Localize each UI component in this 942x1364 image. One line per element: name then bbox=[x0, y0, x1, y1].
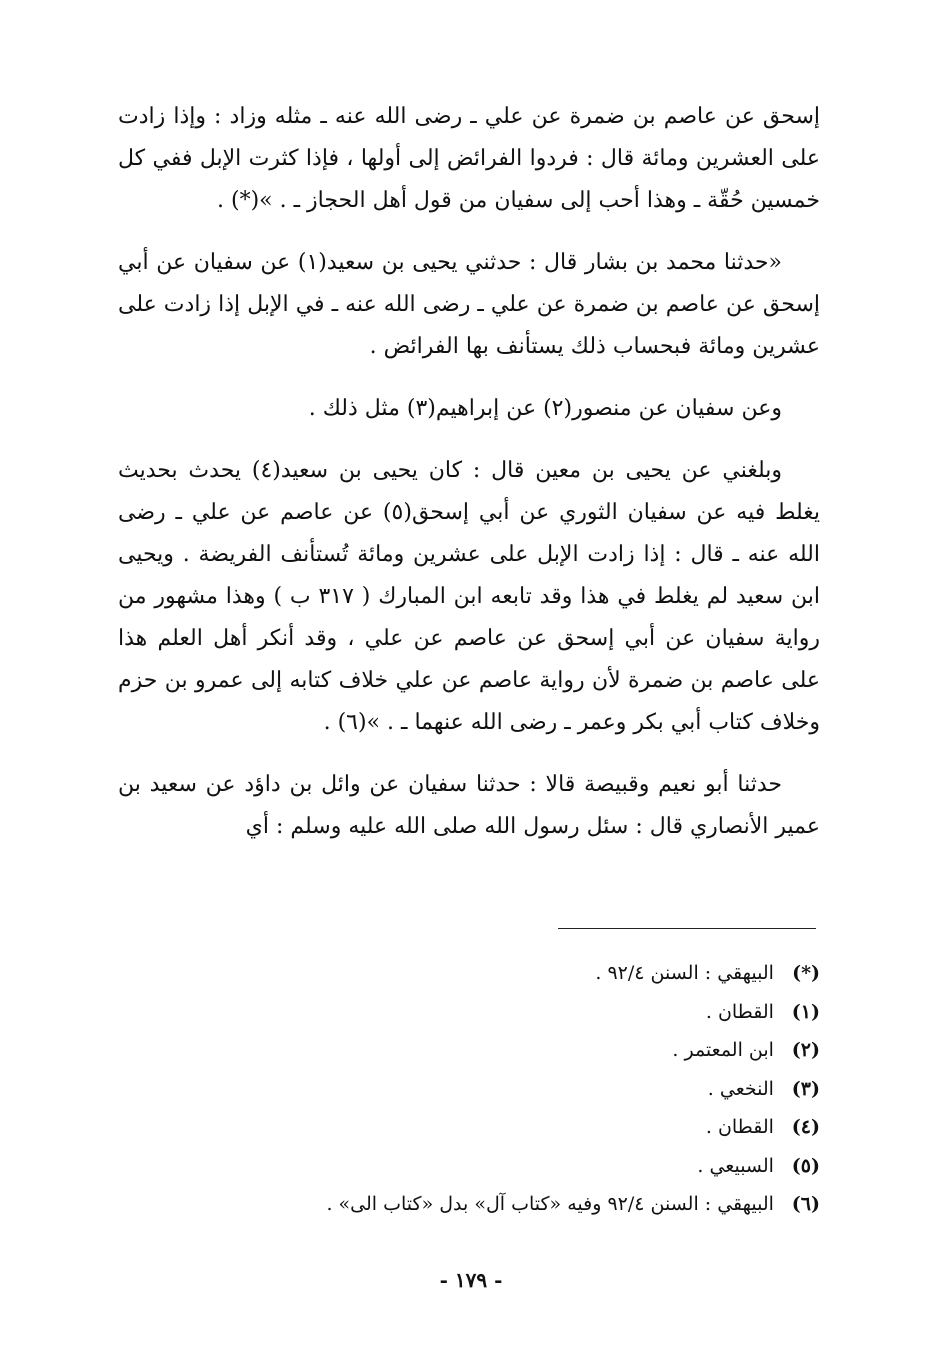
paragraph-4: وبلغني عن يحيى بن معين قال : كان يحيى بن سعيد(٤) يحدث بحديث يغلط فيه عن سفيان الثوري عن أبي إسحق(٥) عن عاصم عن علي ـ رضى الله عنه ـ قال : إذا زادت الإبل على عشرين ومائة تُستأنف الفريضة . ويحيى ابن سعيد لم يغلط في هذا وقد تابعه ابن المبارك ( ٣١٧ ب ) وهذا مشهور من رواية سفيان عن أبي إسحق عن عاصم عن علي ، وقد أنكر أهل العلم هذا على عاصم بن ضمرة لأن رواية عاصم عن علي خلاف كتابه إلى عمرو بن حزم وخلاف كتاب أبي بكر وعمر ـ رضى الله عنهما ـ . »(٦) . bbox=[118, 458, 821, 735]
footnote-item bbox=[118, 1108, 820, 1147]
footnote-text: السبيعي . bbox=[697, 1154, 774, 1177]
footnote-text: ابن المعتمر . bbox=[672, 1039, 774, 1061]
paragraph-5: حدثنا أبو نعيم وقبيصة قالا : حدثنا سفيان عن وائل بن داؤد عن سعيد بن عمير الأنصاري قال : سئل رسول الله صلى الله عليه وسلم : أي bbox=[118, 772, 820, 839]
paragraph-1: إسحق عن عاصم بن ضمرة عن علي ـ رضى الله عنه ـ مثله وزاد : وإذا زادت على العشرين ومائة قال : فردوا الفرائض إلى أولها ، فإذا كثرت الإبل ففي كل خمسين حُقّة ـ وهذا أحب إلى سفيان من قول أهل الحجاز ـ . »(*) . bbox=[118, 104, 820, 213]
footnote-item bbox=[118, 1147, 820, 1186]
main-text bbox=[118, 96, 820, 848]
footnote-text: القطان . bbox=[705, 1116, 774, 1138]
footnote-marker: (٤) bbox=[791, 1116, 820, 1138]
footnote-text: البيهقي : السنن ٩٢/٤ . bbox=[595, 962, 774, 984]
footnote-marker: (٣) bbox=[791, 1077, 820, 1100]
page-number: - ١٧٩ - bbox=[439, 1268, 503, 1292]
footnote-marker: (٦) bbox=[791, 1193, 820, 1215]
footnote-marker: (٥) bbox=[791, 1154, 820, 1177]
footnote-marker: (٢) bbox=[791, 1039, 820, 1061]
footnote-item bbox=[118, 1031, 820, 1070]
footnote-marker: (*) bbox=[792, 962, 820, 984]
footnote-text: البيهقي : السنن ٩٢/٤ وفيه «كتاب آل» بدل «كتاب الى» . bbox=[326, 1193, 774, 1215]
footnote-item bbox=[118, 1185, 820, 1224]
footnote-text: القطان . bbox=[705, 1000, 774, 1023]
paragraph-3: وعن سفيان عن منصور(٢) عن إبراهيم(٣) مثل ذلك . bbox=[308, 396, 782, 421]
footnote-item bbox=[118, 993, 820, 1032]
paragraph-2: «حدثنا محمد بن بشار قال : حدثني يحيى بن سعيد(١) عن سفيان عن أبي إسحق عن عاصم بن ضمرة عن علي ـ رضى الله عنه ـ في الإبل إذا زادت على عشرين ومائة فبحساب ذلك يستأنف بها الفرائض . bbox=[118, 250, 820, 359]
footnote-marker: (١) bbox=[791, 1000, 820, 1023]
footnote-item bbox=[118, 954, 820, 993]
footnote-separator bbox=[558, 928, 816, 929]
footnotes bbox=[118, 954, 820, 1224]
footnote-item bbox=[118, 1070, 820, 1109]
footnote-text: النخعي . bbox=[707, 1077, 774, 1100]
